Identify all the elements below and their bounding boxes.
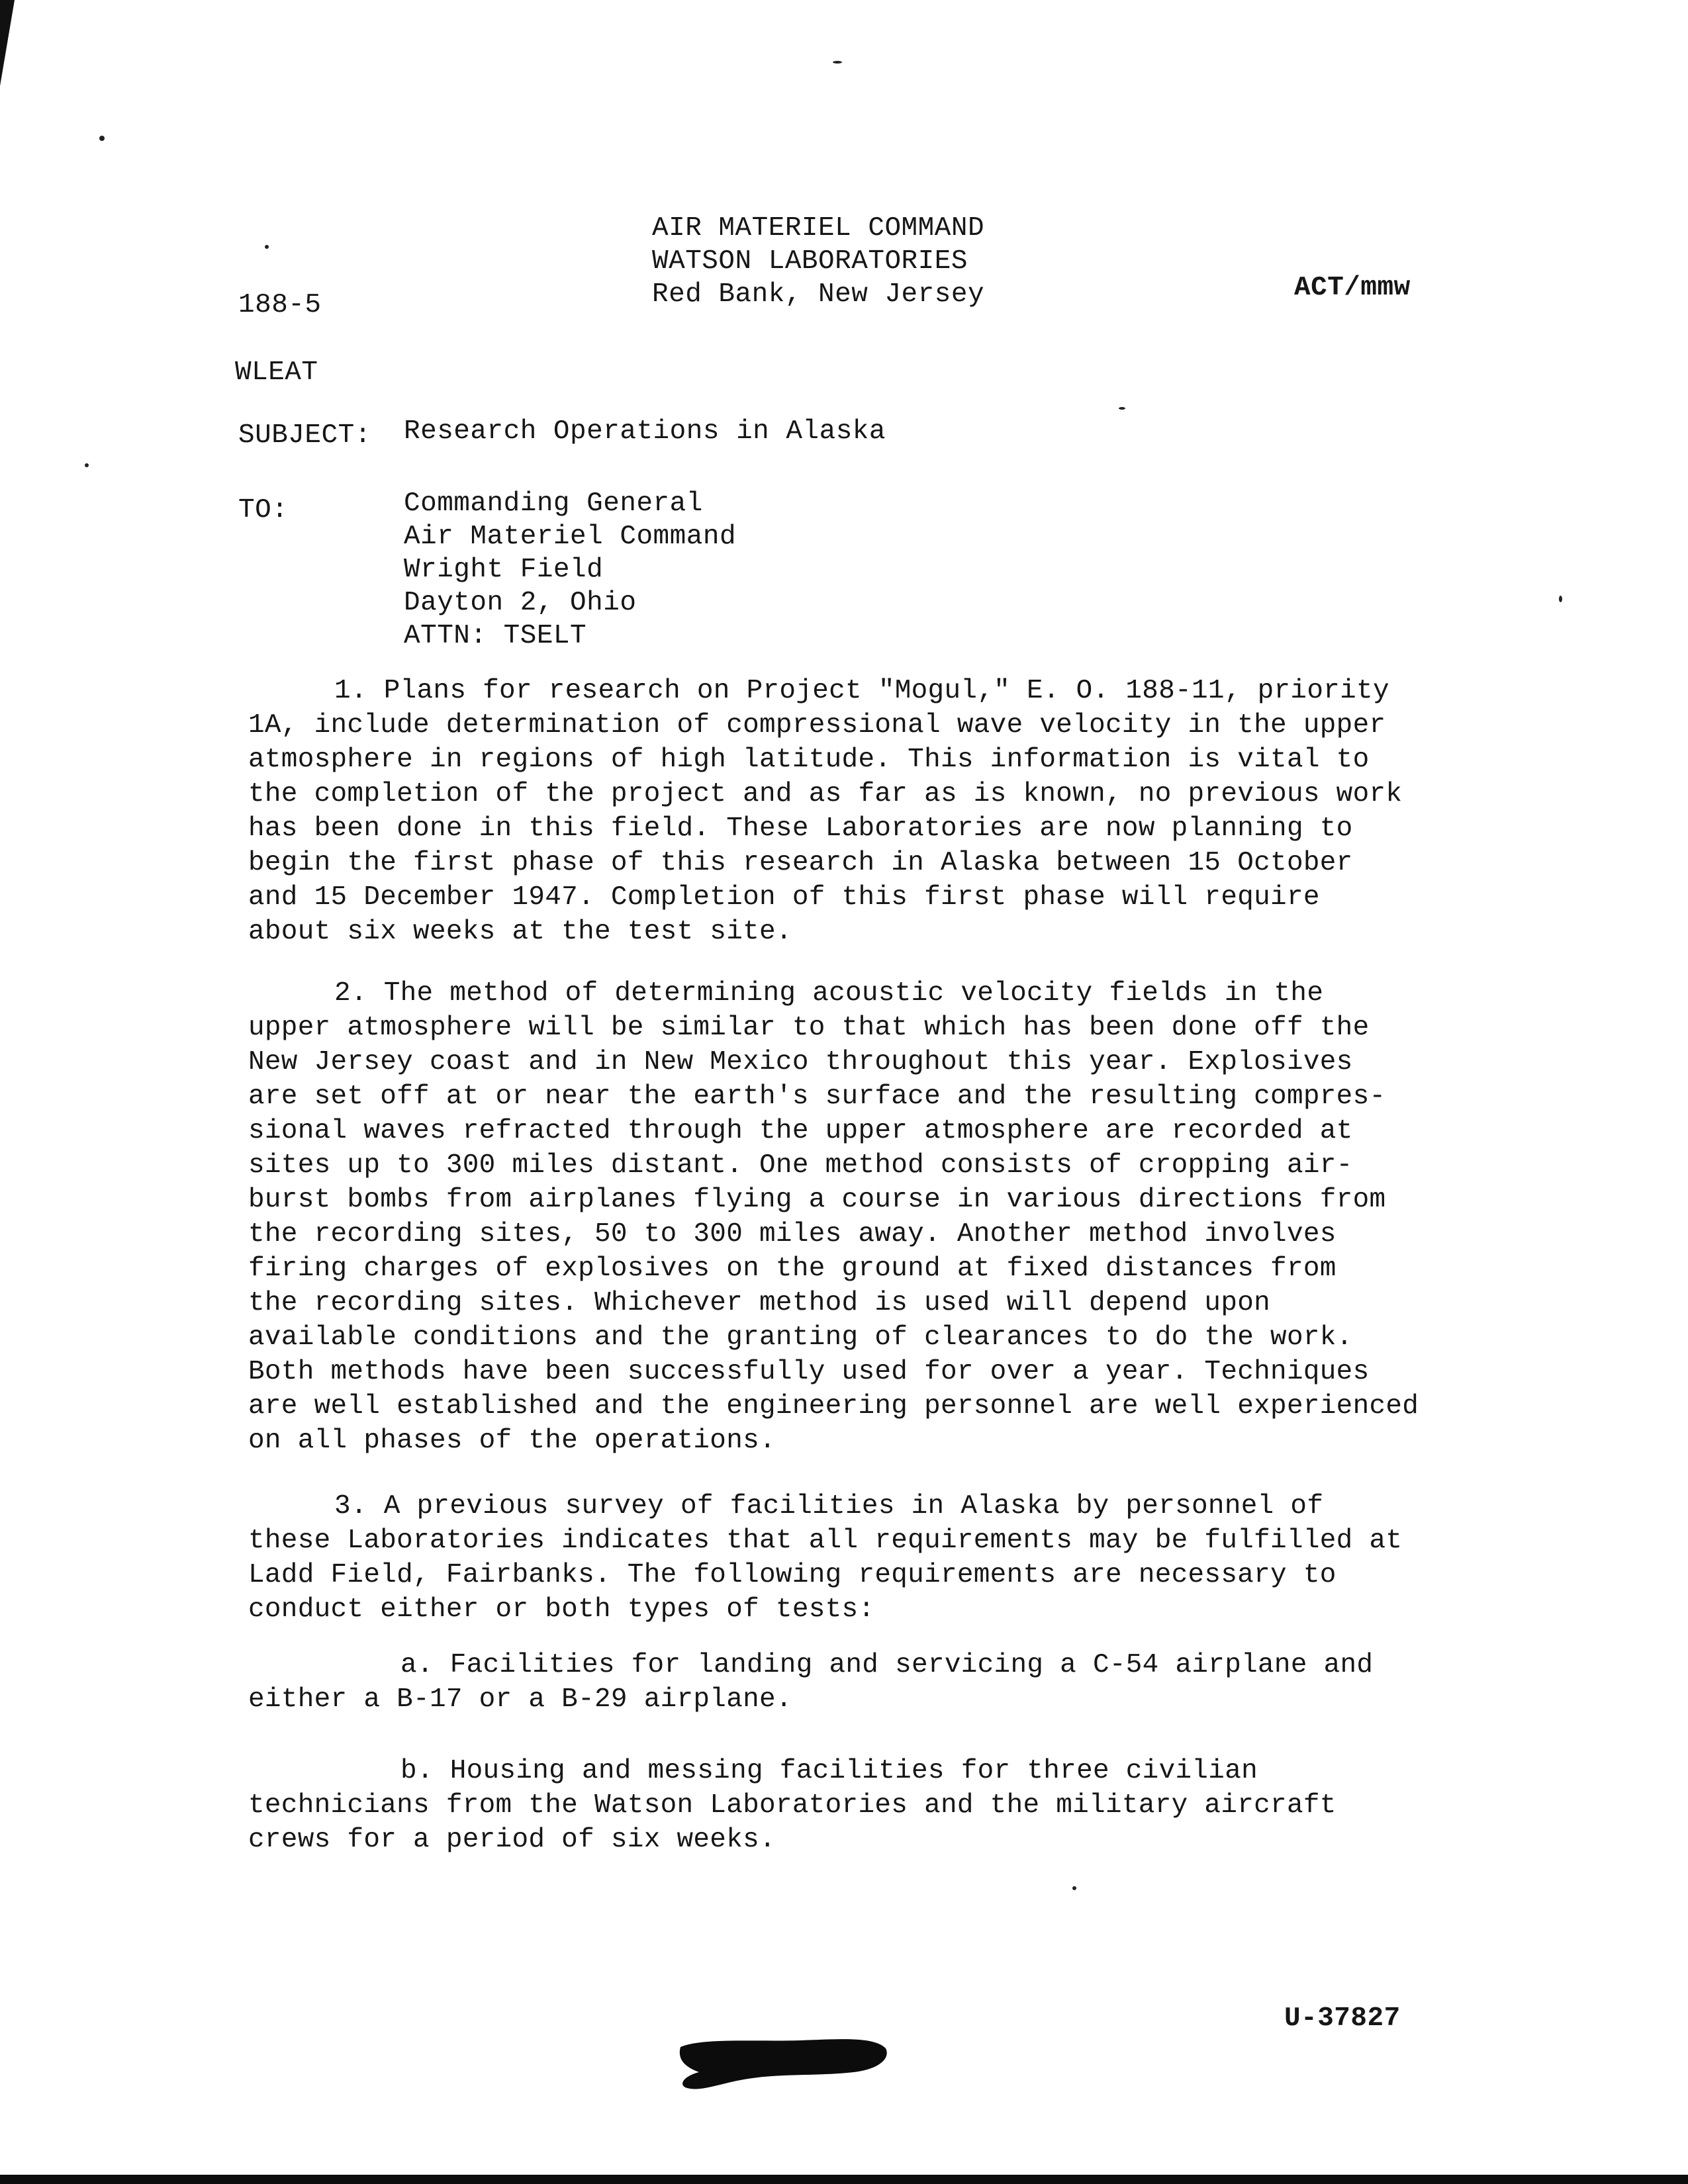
addressee-line: Dayton 2, Ohio [404,588,637,618]
addressee-block [404,487,736,653]
paragraph-line: are well established and the engineering personnel are well experienced [248,1391,1419,1422]
paragraph-line: New Jersey coast and in New Mexico throughout this year. Explosives [248,1047,1353,1077]
addressee-line: Air Materiel Command [404,522,737,552]
paragraph-2 [248,976,1453,1458]
addressee-line: Commanding General [404,488,703,519]
paragraph-line: begin the first phase of this research in Alaska between 15 October [248,848,1353,878]
sub-item-a [248,1648,1453,1717]
document-number: U-37827 [1284,2003,1401,2034]
paragraph-line: conduct either or both types of tests: [248,1594,875,1625]
addressee-line: Wright Field [404,555,604,585]
paragraph-3 [248,1489,1453,1627]
scan-corner-mark [0,0,15,86]
paragraph-line: these Laboratories indicates that all requirements may be fulfilled at [248,1525,1403,1556]
paragraph-line: and 15 December 1947. Completion of this first phase will require [248,882,1320,913]
paragraph-line: 3. A previous survey of facilities in Alaska by personnel of [334,1491,1324,1522]
paragraph-line: 1A, include determination of compressional wave velocity in the upper [248,710,1386,741]
paragraph-line: technicians from the Watson Laboratories and the military aircraft [248,1790,1336,1821]
addressee-line: ATTN: TSELT [404,621,587,651]
paragraph-line: the recording sites. Whichever method is used will depend upon [248,1288,1271,1318]
paragraph-line: Ladd Field, Fairbanks. The following requirements are necessary to [248,1560,1336,1590]
scan-speck [1072,1886,1076,1890]
org-line-2: WATSON LABORATORIES [652,246,968,277]
subject-label: SUBJECT: [238,420,371,451]
scan-speck [265,245,269,249]
paragraph-line: 2. The method of determining acoustic velocity fields in the [334,978,1324,1009]
scan-speck [1559,596,1562,602]
org-line-1: AIR MATERIEL COMMAND [652,213,985,244]
paragraph-line: atmosphere in regions of high latitude. This information is vital to [248,745,1370,775]
paragraph-line: about six weeks at the test site. [248,917,792,947]
office-symbol: WLEAT [235,357,318,388]
paragraph-1 [248,674,1453,949]
paragraph-line: b. Housing and messing facilities for three civilian [400,1756,1258,1786]
paragraph-line: 1. Plans for research on Project "Mogul," E. O. 188-11, priority [334,676,1389,706]
paragraph-line: sites up to 300 miles distant. One method consists of cropping air- [248,1150,1353,1181]
scan-speck [1119,407,1125,410]
paragraph-line: the completion of the project and as far as is known, no previous work [248,779,1403,809]
paragraph-line: available conditions and the granting of clearances to do the work. [248,1322,1353,1353]
subject-text: Research Operations in Alaska [404,416,886,447]
paragraph-line: on all phases of the operations. [248,1426,776,1456]
paragraph-line: are set off at or near the earth's surface and the resulting compres- [248,1081,1386,1112]
paragraph-line: has been done in this field. These Laboratories are now planning to [248,813,1353,844]
scan-bottom-edge [0,2175,1688,2184]
paragraph-line: either a B-17 or a B-29 airplane. [248,1684,792,1715]
paragraph-line: burst bombs from airplanes flying a course in various directions from [248,1185,1386,1215]
paragraph-line: a. Facilities for landing and servicing a C-54 airplane and [400,1650,1374,1680]
scan-speck [833,61,842,64]
file-number: 188-5 [238,290,322,320]
paragraph-line: sional waves refracted through the upper atmosphere are recorded at [248,1116,1353,1146]
ink-blot [675,2035,894,2095]
paragraph-line: the recording sites, 50 to 300 miles away. Another method involves [248,1219,1336,1250]
typist-initials: ACT/mmw [1294,273,1411,303]
org-line-3: Red Bank, New Jersey [652,279,985,310]
scan-speck [99,136,105,141]
paragraph-line: crews for a period of six weeks. [248,1825,776,1855]
sub-item-b [248,1754,1453,1857]
paragraph-line: firing charges of explosives on the ground at fixed distances from [248,1253,1336,1284]
scan-speck [85,463,89,467]
to-label: TO: [238,495,289,525]
paragraph-line: Both methods have been successfully used for over a year. Techniques [248,1357,1370,1387]
paragraph-line: upper atmosphere will be similar to that which has been done off the [248,1013,1370,1043]
